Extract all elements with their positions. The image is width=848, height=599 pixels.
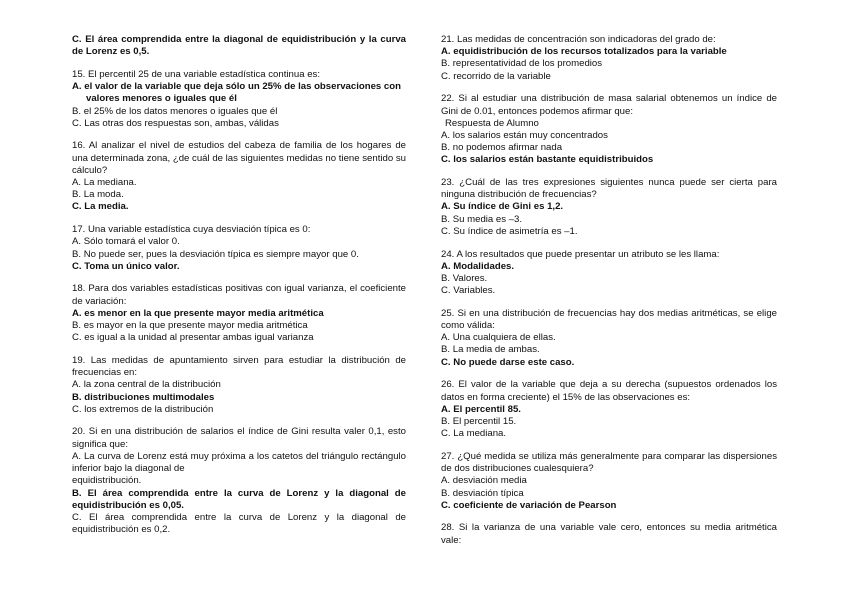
answer-a: A. desviación media: [441, 475, 527, 487]
question-14-tail: [72, 34, 406, 58]
answer-c-correct: C. La media.: [72, 201, 129, 213]
answer-c-correct: C. Toma un único valor.: [72, 260, 180, 272]
question-26: [441, 379, 777, 440]
question-18: [72, 283, 406, 344]
question-28: [441, 522, 777, 546]
question-19: [72, 355, 406, 416]
question-24: [441, 249, 777, 298]
answer-c: C. Variables.: [441, 285, 496, 297]
student-answer-note: Respuesta de Alumno: [445, 117, 539, 129]
answer-c: C. los extremos de la distribución: [72, 403, 214, 415]
answer-b: B. No puede ser, pues la desviación típica es siempre mayor que 0.: [72, 248, 359, 260]
question-stem: 22. Si al estudiar una distribución de masa salarial obtenemos un índice de Gini de 0.01, entonces podemos afirmar que:: [441, 93, 777, 117]
answer-c: C. Su índice de asimetría es –1.: [441, 225, 578, 237]
answer-b-correct: B. distribuciones multimodales: [72, 391, 215, 403]
answer-b: B. La moda.: [72, 189, 124, 201]
answer-b: B. no podemos afirmar nada: [441, 142, 563, 154]
right-column: [441, 34, 777, 557]
question-stem: 17. Una variable estadística cuya desviación típica es 0:: [72, 224, 311, 236]
question-15: [72, 69, 406, 130]
answer-a-correct: A. es menor en la que presente mayor media aritmética: [72, 307, 324, 319]
answer-b: B. Valores.: [441, 272, 488, 284]
answer-c: C. El área comprendida entre la curva de Lorenz y la diagonal de equidistribución es 0,2.: [72, 511, 406, 536]
question-25: [441, 308, 777, 369]
question-stem: 18. Para dos variables estadísticas positivas con igual varianza, el coeficiente de variación:: [72, 283, 406, 307]
answer-a: A. La mediana.: [72, 177, 137, 189]
question-stem: 20. Si en una distribución de salarios el índice de Gini resulta valer 0,1, esto significa que:: [72, 426, 406, 450]
answer-b: B. es mayor en la que presente mayor media aritmética: [72, 320, 308, 332]
answer-b: B. desviación típica: [441, 487, 524, 499]
question-23: [441, 177, 777, 238]
question-stem: 19. Las medidas de apuntamiento sirven para estudiar la distribución de frecuencias en:: [72, 354, 406, 379]
answer-c: C. Las otras dos respuestas son, ambas, válidas: [72, 117, 279, 129]
answer-a-correct: A. el valor de la variable que deja sólo un 25% de las observaciones con valores menores o iguales que él: [72, 81, 401, 105]
answer-b: B. el 25% de los datos menores o iguales que él: [72, 105, 278, 117]
left-column: [72, 34, 406, 547]
answer-a-correct: A. Su índice de Gini es 1,2.: [441, 201, 564, 213]
answer-a: A. La curva de Lorenz está muy próxima a los catetos del triángulo rectángulo inferior bajo la diagonal de: [72, 450, 406, 475]
answer-c: C. recorrido de la variable: [441, 70, 551, 82]
answer-c-correct: C. No puede darse este caso.: [441, 356, 575, 368]
answer-a-continuation: equidistribución.: [72, 475, 142, 487]
question-22: [441, 93, 777, 166]
question-stem: 15. El percentil 25 de una variable estadística continua es:: [72, 68, 320, 80]
question-stem: 28. Si la varianza de una variable vale cero, entonces su media aritmética vale:: [441, 522, 777, 546]
question-16: [72, 140, 406, 213]
answer-c: C. La mediana.: [441, 428, 507, 440]
question-stem: 25. Si en una distribución de frecuencias hay dos medias aritméticas, se elige como válida:: [441, 307, 777, 332]
answer-c-correct: C. los salarios están bastante equidistribuidos: [441, 154, 654, 166]
question-stem: 26. El valor de la variable que deja a su derecha (supuestos ordenados los datos en forma creciente) el 15% de las observaciones es:: [441, 379, 777, 403]
answer-c-correct: C. El área comprendida entre la diagonal de equidistribución y la curva de Lorenz es 0,5.: [72, 34, 406, 58]
answer-c: C. es igual a la unidad al presentar ambas igual varianza: [72, 332, 314, 344]
question-stem: 24. A los resultados que puede presentar un atributo se les llama:: [441, 248, 720, 260]
answer-a-correct: A. equidistribución de los recursos totalizados para la variable: [441, 46, 727, 58]
question-17: [72, 224, 406, 273]
question-stem: 27. ¿Qué medida se utiliza más generalmente para comparar las dispersiones de dos distribuciones cualesquiera?: [441, 450, 777, 475]
answer-a: A. la zona central de la distribución: [72, 379, 221, 391]
question-21: [441, 34, 777, 83]
question-stem: 23. ¿Cuál de las tres expresiones siguientes nunca puede ser cierta para ninguna distribución de frecuencias?: [441, 177, 777, 201]
question-27: [441, 451, 777, 512]
question-stem: 21. Las medidas de concentración son indicadoras del grado de:: [441, 34, 716, 45]
answer-b: B. La media de ambas.: [441, 344, 540, 356]
answer-a: A. Una cualquiera de ellas.: [441, 332, 556, 344]
question-stem: 16. Al analizar el nivel de estudios del cabeza de familia de los hogares de una determinada zona, ¿de cuál de las siguientes medidas no tiene sentido su cálculo?: [72, 140, 406, 176]
question-20: [72, 426, 406, 536]
answer-b-correct: B. El área comprendida entre la curva de Lorenz y la diagonal de equidistribución es 0,05.: [72, 487, 406, 511]
answer-a-correct: A. Modalidades.: [441, 260, 515, 272]
answer-c-correct: C. coeficiente de variación de Pearson: [441, 499, 617, 511]
answer-b: B. Su media es –3.: [441, 213, 523, 225]
answer-a-correct: A. El percentil 85.: [441, 403, 521, 415]
answer-a: A. Sólo tomará el valor 0.: [72, 236, 180, 248]
answer-b: B. El percentil 15.: [441, 415, 517, 427]
answer-b: B. representatividad de los promedios: [441, 58, 603, 70]
answer-a: A. los salarios están muy concentrados: [441, 129, 608, 141]
